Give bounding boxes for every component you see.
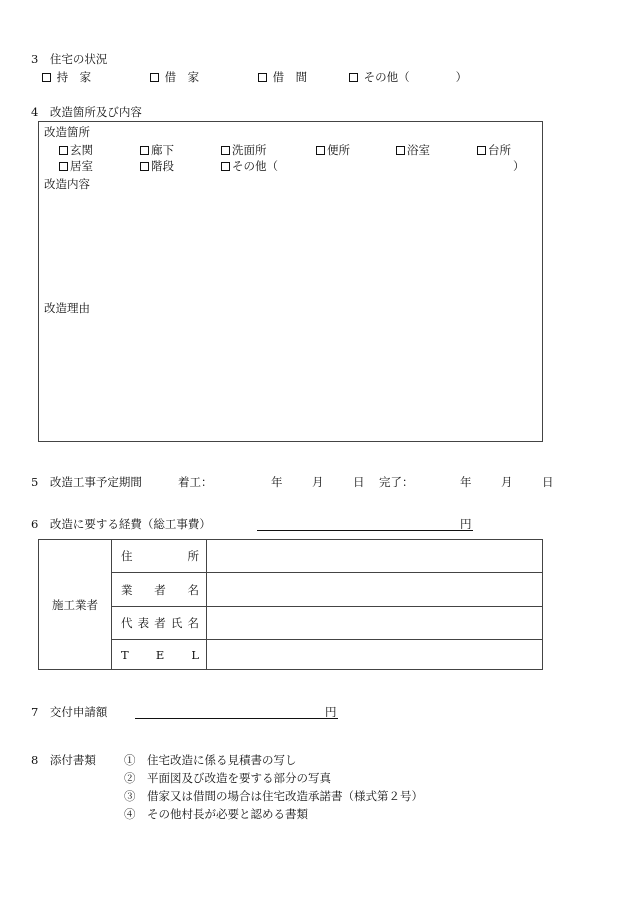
location-corridor[interactable]: 廊下 — [140, 142, 174, 158]
renovation-box — [38, 121, 543, 442]
attachment-item: ① 住宅改造に係る見積書の写し — [124, 753, 297, 767]
attachment-item: ③ 借家又は借間の場合は住宅改造承諾書（様式第２号） — [124, 789, 423, 803]
section-3-heading: 3 住宅の状況 — [31, 52, 108, 66]
location-bathroom[interactable]: 浴室 — [396, 142, 430, 158]
location-washroom[interactable]: 洗面所 — [221, 142, 267, 158]
housing-option-rented-room[interactable]: 借 間 — [258, 69, 307, 85]
section-7-heading: 7 交付申請額 — [31, 705, 108, 719]
total-cost-unit: 円 — [460, 517, 472, 531]
section-8-heading: 8 添付書類 — [31, 753, 96, 767]
business-name-field[interactable] — [207, 573, 543, 606]
checkbox[interactable] — [258, 73, 267, 82]
location-other[interactable]: その他（ — [221, 158, 278, 174]
end-month: 月 — [501, 475, 513, 489]
checkbox[interactable] — [316, 146, 325, 155]
end-day: 日 — [542, 475, 554, 489]
total-cost-input-line[interactable] — [257, 530, 473, 531]
end-label: 完了： — [379, 475, 414, 489]
attachment-item: ② 平面図及び改造を要する部分の写真 — [124, 771, 331, 785]
checkbox[interactable] — [349, 73, 358, 82]
housing-option-owned[interactable]: 持 家 — [42, 69, 91, 85]
address-field[interactable] — [207, 540, 543, 573]
start-year: 年 — [271, 475, 283, 489]
locations-label: 改造箇所 — [44, 125, 90, 139]
start-day: 日 — [353, 475, 365, 489]
business-name-label: 業 者 名 — [112, 573, 207, 606]
housing-option-rented-house[interactable]: 借 家 — [150, 69, 199, 85]
start-label: 着工： — [178, 475, 213, 489]
contractor-label: 施工業者 — [39, 540, 112, 670]
start-month: 月 — [312, 475, 324, 489]
location-stairs[interactable]: 階段 — [140, 158, 174, 174]
contractor-table — [38, 539, 543, 670]
location-toilet[interactable]: 便所 — [316, 142, 350, 158]
housing-option-other[interactable]: その他（ ） — [349, 69, 467, 85]
content-label: 改造内容 — [44, 177, 90, 191]
end-year: 年 — [460, 475, 472, 489]
location-kitchen[interactable]: 台所 — [477, 142, 511, 158]
representative-label: 代 表 者 氏 名 — [112, 606, 207, 639]
location-living-room[interactable]: 居室 — [59, 158, 93, 174]
checkbox[interactable] — [140, 146, 149, 155]
checkbox[interactable] — [140, 162, 149, 171]
checkbox[interactable] — [42, 73, 51, 82]
grant-amount-unit: 円 — [325, 705, 337, 719]
checkbox[interactable] — [59, 162, 68, 171]
grant-amount-input-line[interactable] — [135, 718, 338, 719]
tel-field[interactable] — [207, 640, 543, 670]
reason-label: 改造理由 — [44, 301, 90, 315]
checkbox[interactable] — [396, 146, 405, 155]
tel-label: T E L — [112, 640, 207, 670]
location-other-close-paren: ） — [513, 159, 525, 173]
representative-field[interactable] — [207, 606, 543, 639]
attachment-item: ④ その他村長が必要と認める書類 — [124, 807, 308, 821]
location-entrance[interactable]: 玄関 — [59, 142, 93, 158]
checkbox[interactable] — [150, 73, 159, 82]
section-5-heading: 5 改造工事予定期間 — [31, 475, 142, 489]
checkbox[interactable] — [221, 146, 230, 155]
address-label: 住 所 — [112, 540, 207, 573]
section-4-heading: 4 改造箇所及び内容 — [31, 105, 142, 119]
checkbox[interactable] — [59, 146, 68, 155]
section-6-heading: 6 改造に要する経費（総工事費） — [31, 517, 211, 531]
checkbox[interactable] — [221, 162, 230, 171]
checkbox[interactable] — [477, 146, 486, 155]
